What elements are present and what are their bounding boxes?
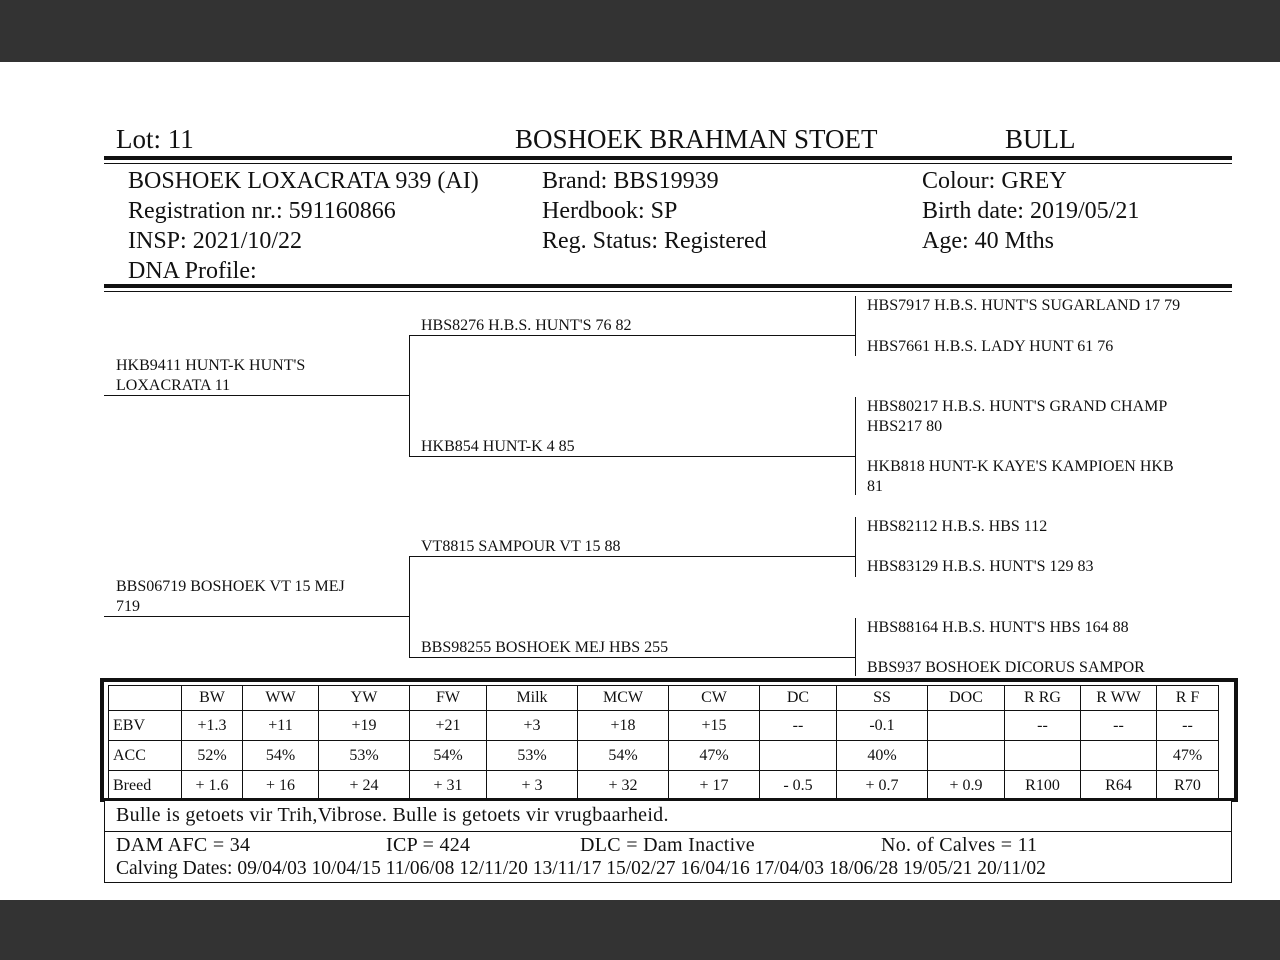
stud-name: BOSHOEK BRAHMAN STOET: [515, 124, 878, 154]
calving-dates: Calving Dates: 09/04/03 10/04/15 11/06/08 12/11/20 13/11/17 15/02/27 16/04/16 17/04/03 18/06/28 19/05/21 20/11/02: [116, 858, 1046, 879]
birth-date: Birth date: 2019/05/21: [922, 198, 1140, 224]
ebv-cell: [1005, 741, 1081, 771]
info-rule-thin: [104, 291, 1232, 292]
ebv-header-cell: SS: [837, 686, 928, 711]
ebv-header-cell: [109, 686, 182, 711]
ebv-cell: +3: [487, 711, 578, 741]
pedigree-dsd: HBS83129 H.B.S. HUNT'S 129 83: [867, 558, 1094, 575]
ebv-table: [108, 685, 1219, 801]
dam-calves-count: No. of Calves = 11: [881, 834, 1038, 856]
registration-status: Reg. Status: Registered: [542, 228, 767, 254]
inspection-date: INSP: 2021/10/22: [128, 228, 303, 254]
pedigree-sire-dam-line: [409, 456, 855, 457]
pedigree-sds: HBS80217 H.B.S. HUNT'S GRAND CHAMP HBS217 80: [867, 398, 1168, 435]
ebv-cell: -0.1: [837, 711, 928, 741]
lot-number: Lot: 11: [116, 124, 194, 154]
ebv-header-cell: WW: [243, 686, 319, 711]
pedigree-sd-bracket: [855, 397, 856, 495]
ebv-cell: + 1.6: [182, 771, 243, 801]
ebv-header-cell: DC: [760, 686, 837, 711]
ebv-row-ebv: [109, 711, 1219, 741]
pedigree-dam: BBS06719 BOSHOEK VT 15 MEJ 719: [116, 578, 345, 615]
pedigree-dam-line: [104, 616, 409, 617]
ebv-row-acc: [109, 741, 1219, 771]
ebv-cell: +18: [578, 711, 669, 741]
ebv-cell: + 16: [243, 771, 319, 801]
pedigree-ddd: BBS937 BOSHOEK DICORUS SAMPOR: [867, 659, 1145, 676]
pedigree-sire-line: [104, 395, 409, 396]
ebv-header-cell: CW: [669, 686, 760, 711]
bottom-dark-band: [0, 900, 1280, 960]
age: Age: 40 Mths: [922, 228, 1054, 254]
animal-name: BOSHOEK LOXACRATA 939 (AI): [128, 168, 479, 194]
pedigree-dss: HBS82112 H.B.S. HBS 112: [867, 518, 1048, 535]
pedigree-dam-bracket: [409, 556, 410, 657]
ebv-cell: --: [1005, 711, 1081, 741]
ebv-row-label: Breed: [109, 771, 182, 801]
pedigree-sire-dam: HKB854 HUNT-K 4 85: [421, 438, 575, 455]
colour: Colour: GREY: [922, 168, 1067, 194]
ebv-cell: [760, 741, 837, 771]
ebv-cell: + 24: [319, 771, 410, 801]
dam-afc: DAM AFC = 34: [116, 834, 251, 856]
test-notes: Bulle is getoets vir Trih,Vibrose. Bulle is getoets vir vrugbaarheid.: [116, 804, 669, 826]
ebv-cell: [928, 711, 1005, 741]
ebv-cell: 40%: [837, 741, 928, 771]
ebv-cell: +21: [410, 711, 487, 741]
ebv-row-label: EBV: [109, 711, 182, 741]
ebv-cell: +11: [243, 711, 319, 741]
ebv-cell: +15: [669, 711, 760, 741]
ebv-cell: [1081, 741, 1157, 771]
ebv-cell: + 32: [578, 771, 669, 801]
ebv-cell: R70: [1157, 771, 1219, 801]
ebv-cell: 47%: [669, 741, 760, 771]
brand: Brand: BBS19939: [542, 168, 719, 194]
ebv-cell: R64: [1081, 771, 1157, 801]
ebv-header-row: [109, 686, 1219, 711]
ebv-row-label: ACC: [109, 741, 182, 771]
ebv-cell: 54%: [410, 741, 487, 771]
ebv-header-cell: Milk: [487, 686, 578, 711]
ebv-cell: --: [760, 711, 837, 741]
pedigree-sire-bracket: [409, 335, 410, 457]
dam-icp: ICP = 424: [386, 834, 471, 856]
pedigree-dam-sire: VT8815 SAMPOUR VT 15 88: [421, 538, 621, 555]
dna-profile: DNA Profile:: [128, 258, 257, 284]
ebv-cell: +19: [319, 711, 410, 741]
pedigree-sire-sire-line: [409, 335, 855, 336]
pedigree-sss: HBS7917 H.B.S. HUNT'S SUGARLAND 17 79: [867, 297, 1181, 314]
ebv-row-breed: [109, 771, 1219, 801]
dam-dlc: DLC = Dam Inactive: [580, 834, 755, 856]
ebv-header-cell: BW: [182, 686, 243, 711]
ebv-cell: 52%: [182, 741, 243, 771]
ebv-header-cell: YW: [319, 686, 410, 711]
pedigree-ssd: HBS7661 H.B.S. LADY HUNT 61 76: [867, 338, 1114, 355]
ebv-cell: +1.3: [182, 711, 243, 741]
ebv-cell: + 3: [487, 771, 578, 801]
ebv-header-cell: R WW: [1081, 686, 1157, 711]
pedigree-dam-dam: BBS98255 BOSHOEK MEJ HBS 255: [421, 639, 669, 656]
pedigree-dam-dam-line: [409, 657, 855, 658]
top-dark-band: [0, 0, 1280, 62]
ebv-cell: 53%: [319, 741, 410, 771]
ebv-cell: + 0.7: [837, 771, 928, 801]
ebv-cell: 54%: [578, 741, 669, 771]
pedigree-sire: HKB9411 HUNT-K HUNT'S LOXACRATA 11: [116, 357, 306, 394]
pedigree-sire-sire: HBS8276 H.B.S. HUNT'S 76 82: [421, 317, 632, 334]
ebv-cell: 47%: [1157, 741, 1219, 771]
ebv-header-cell: FW: [410, 686, 487, 711]
pedigree-dd-bracket: [855, 618, 856, 676]
header-rule-thick: [104, 156, 1232, 160]
pedigree-ds-bracket: [855, 517, 856, 577]
ebv-cell: --: [1081, 711, 1157, 741]
ebv-cell: R100: [1005, 771, 1081, 801]
header-rule-thin: [104, 163, 1232, 164]
animal-sex: BULL: [1005, 124, 1076, 154]
ebv-cell: 53%: [487, 741, 578, 771]
ebv-header-cell: R RG: [1005, 686, 1081, 711]
ebv-header-cell: R F: [1157, 686, 1219, 711]
pedigree-dds: HBS88164 H.B.S. HUNT'S HBS 164 88: [867, 619, 1129, 636]
ebv-cell: 54%: [243, 741, 319, 771]
ebv-header-cell: MCW: [578, 686, 669, 711]
ebv-cell: + 31: [410, 771, 487, 801]
ebv-cell: - 0.5: [760, 771, 837, 801]
info-rule-thick: [104, 284, 1232, 288]
ebv-cell: + 0.9: [928, 771, 1005, 801]
ebv-header-cell: DOC: [928, 686, 1005, 711]
ebv-cell: --: [1157, 711, 1219, 741]
pedigree-ss-bracket: [855, 296, 856, 356]
herdbook: Herdbook: SP: [542, 198, 678, 224]
ebv-cell: + 17: [669, 771, 760, 801]
pedigree-sdd: HKB818 HUNT-K KAYE'S KAMPIOEN HKB 81: [867, 458, 1174, 495]
pedigree-dam-sire-line: [409, 556, 855, 557]
registration-number: Registration nr.: 591160866: [128, 198, 396, 224]
ebv-cell: [928, 741, 1005, 771]
